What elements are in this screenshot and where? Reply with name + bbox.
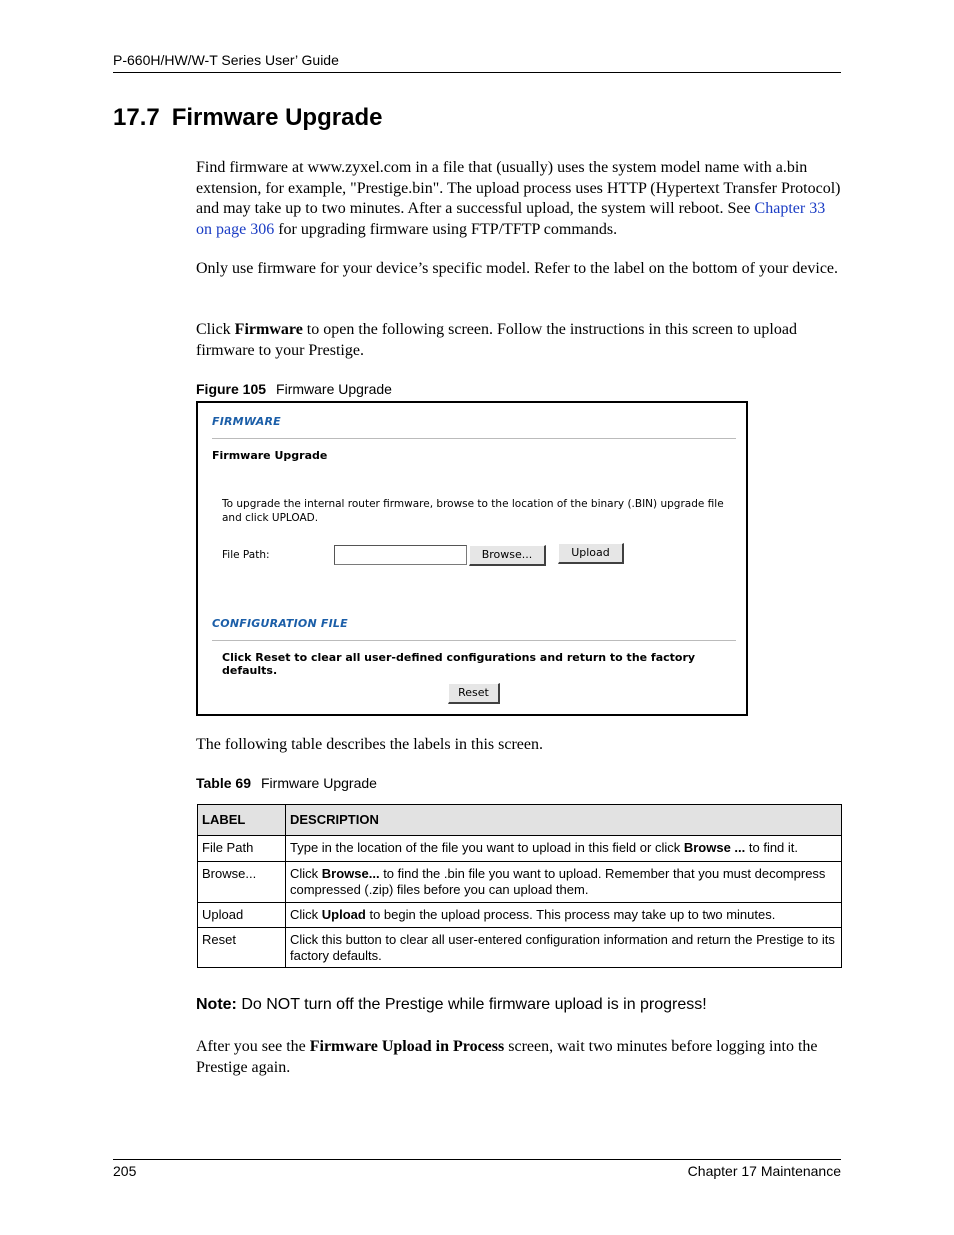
row-description: [286, 836, 842, 862]
row-description: [286, 862, 842, 903]
table-title: Firmware Upgrade: [261, 775, 377, 791]
column-header-description: DESCRIPTION: [286, 805, 842, 836]
table-row: [198, 862, 842, 903]
note-text: Do NOT turn off the Prestige while firmware upload is in progress!: [236, 996, 707, 1013]
p3-bold: Firmware: [234, 321, 303, 338]
firmware-screen-figure: [196, 401, 748, 716]
row-label: Upload: [198, 903, 286, 928]
table-intro-paragraph: The following table describes the labels in this screen.: [196, 736, 544, 753]
desc-text: Click: [290, 907, 322, 922]
desc-text-end: to find the .bin file you want to upload. Remember that you must decompress compressed (.zip) files before you can upload them.: [290, 866, 826, 897]
config-divider: [212, 640, 736, 641]
page-number: 205: [113, 1163, 137, 1179]
firmware-upgrade-subheading: Firmware Upgrade: [212, 449, 328, 462]
table-header-row: [198, 805, 842, 836]
reset-message: Click Reset to clear all user-defined configurations and return to the factory defaults.: [222, 651, 696, 677]
desc-text: Click this button to clear all user-entered configuration information and return the Prestige to its factory defaults.: [290, 932, 835, 963]
final-text-end: screen, wait two minutes before logging into the Prestige again.: [196, 1038, 818, 1076]
page-header: [113, 52, 841, 73]
configuration-file-heading: CONFIGURATION FILE: [212, 617, 348, 630]
footer-chapter: Chapter 17 Maintenance: [687, 1163, 841, 1179]
note: [196, 996, 707, 1014]
section-heading: [113, 104, 382, 132]
row-label: File Path: [198, 836, 286, 862]
table-row: [198, 836, 842, 862]
section-number: 17.7: [113, 104, 160, 131]
section-title: Firmware Upgrade: [171, 104, 383, 131]
column-header-label: LABEL: [198, 805, 286, 836]
note-label: Note:: [196, 996, 237, 1013]
desc-text: Type in the location of the file you want to upload in this field or click: [290, 840, 684, 855]
firmware-heading: FIRMWARE: [212, 415, 281, 428]
row-label: Reset: [198, 928, 286, 968]
figure-caption: [196, 381, 392, 397]
row-description: [286, 928, 842, 968]
intro-text: Find firmware at www.zyxel.com in a file that (usually) uses the system model name with a.bin extension, for example, "Prestige.bin". The upload process uses HTTP (Hypertext Transfer Protocol) and may take up to two minutes. After a successful upload, the system will reboot. See: [196, 159, 841, 217]
chapter-33-link[interactable]: Chapter 33 on page 306: [196, 200, 826, 238]
file-path-input[interactable]: [334, 545, 467, 565]
table-caption: [196, 775, 377, 791]
figure-label: Figure 105: [196, 381, 267, 397]
page-footer: [113, 1159, 841, 1179]
browse-button[interactable]: Browse...: [469, 545, 546, 566]
table-row: [198, 928, 842, 968]
desc-bold: Browse ...: [683, 840, 746, 855]
final-paragraph: [196, 1037, 842, 1078]
final-text: After you see the: [196, 1038, 310, 1055]
p3-text: Click: [196, 321, 235, 338]
intro-text-end: for upgrading firmware using FTP/TFTP commands.: [274, 220, 618, 238]
upload-button[interactable]: Upload: [558, 543, 624, 564]
table-row: [198, 903, 842, 928]
label-description-table: [197, 804, 842, 968]
desc-text: Click: [290, 866, 322, 881]
firmware-divider: [212, 438, 736, 439]
desc-bold: Browse...: [321, 866, 380, 881]
desc-text-end: to begin the upload process. This process may take up to two minutes.: [365, 907, 776, 922]
file-path-label: File Path:: [222, 549, 270, 561]
table-label: Table 69: [196, 775, 251, 791]
row-label: Browse...: [198, 862, 286, 903]
click-firmware-paragraph: [196, 320, 842, 361]
desc-text-end: to find it.: [745, 840, 799, 855]
figure-title: Firmware Upgrade: [276, 381, 392, 397]
reset-button[interactable]: Reset: [448, 683, 500, 704]
desc-bold: Upload: [321, 907, 366, 922]
p3-text-end: to open the following screen. Follow the instructions in this screen to upload firmware to your Prestige.: [196, 321, 797, 359]
row-description: [286, 903, 842, 928]
model-warning-paragraph: Only use firmware for your device’s specific model. Refer to the label on the bottom of your device.: [196, 260, 839, 277]
header-title: P-660H/HW/W-T Series User’ Guide: [113, 52, 339, 68]
intro-paragraph: [196, 158, 842, 240]
upgrade-instructions: To upgrade the internal router firmware, browse to the location of the binary (.BIN) upgrade file and click UPLOAD.: [222, 498, 724, 524]
final-bold: Firmware Upload in Process: [309, 1038, 505, 1055]
